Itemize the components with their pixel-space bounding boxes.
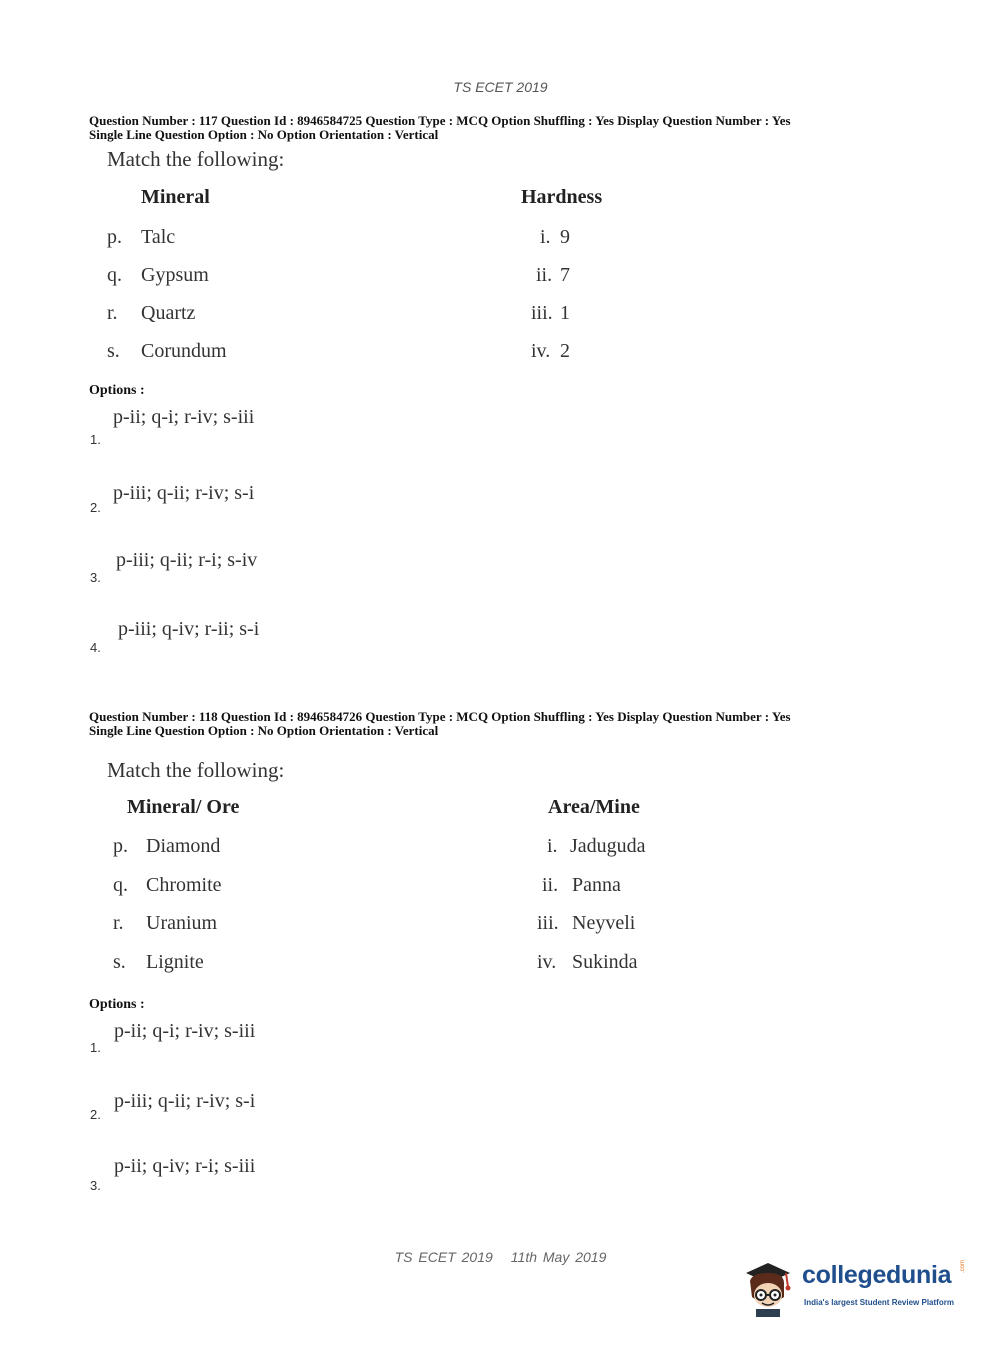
q117-right-item bbox=[536, 264, 570, 287]
item-label: i. bbox=[540, 226, 551, 248]
item-label: r. bbox=[107, 302, 118, 324]
q117-option-1-number: 1. bbox=[90, 432, 101, 447]
q118-left-item bbox=[113, 912, 217, 935]
item-text: Gypsum bbox=[141, 264, 209, 286]
brand-name: collegedunia bbox=[802, 1261, 952, 1289]
item-text: 7 bbox=[560, 264, 570, 286]
item-text: Jaduguda bbox=[570, 835, 646, 857]
q117-meta-line-2: Single Line Question Option : No Option Orientation : Vertical bbox=[89, 127, 439, 142]
item-label: i. bbox=[547, 835, 558, 857]
item-label: p. bbox=[113, 835, 128, 857]
q118-option-1-number: 1. bbox=[90, 1040, 101, 1055]
q117-right-item bbox=[540, 226, 570, 249]
item-text: Quartz bbox=[141, 302, 196, 324]
q117-left-header: Mineral bbox=[141, 186, 210, 208]
q117-left-item bbox=[107, 226, 175, 249]
item-label: r. bbox=[113, 912, 124, 934]
q118-option-2-text[interactable]: p-iii; q-ii; r-iv; s-i bbox=[114, 1090, 256, 1112]
q117-prompt: Match the following: bbox=[107, 147, 285, 171]
q118-option-3-text[interactable]: p-ii; q-iv; r-i; s-iii bbox=[114, 1155, 256, 1177]
q117-option-3-number: 3. bbox=[90, 570, 101, 585]
q117-option-2-number: 2. bbox=[90, 500, 101, 515]
item-text: 2 bbox=[560, 340, 570, 362]
item-label: p. bbox=[107, 226, 122, 248]
q118-right-item bbox=[537, 912, 635, 935]
item-label: s. bbox=[113, 951, 126, 973]
footer-exam: TS ECET 2019 bbox=[394, 1249, 493, 1265]
q118-right-item bbox=[547, 835, 646, 858]
q117-option-3-text[interactable]: p-iii; q-ii; r-i; s-iv bbox=[116, 549, 258, 571]
q117-options-label: Options : bbox=[89, 383, 145, 398]
brand-domain: .com bbox=[960, 1259, 966, 1273]
q118-options-label: Options : bbox=[89, 997, 145, 1012]
q118-option-2-number: 2. bbox=[90, 1107, 101, 1122]
collegedunia-logo[interactable] bbox=[742, 1251, 972, 1321]
q117-right-item bbox=[531, 302, 570, 325]
brand-tagline: India's largest Student Review Platform bbox=[804, 1298, 954, 1307]
q118-right-item bbox=[537, 951, 638, 974]
footer-date: 11th May 2019 bbox=[510, 1249, 607, 1265]
q118-left-item bbox=[113, 874, 222, 897]
q118-left-header: Mineral/ Ore bbox=[127, 796, 240, 818]
q118-right-item bbox=[542, 874, 621, 897]
item-label: iv. bbox=[531, 340, 551, 362]
q118-meta-line-2: Single Line Question Option : No Option Orientation : Vertical bbox=[89, 723, 439, 738]
item-label: iii. bbox=[537, 912, 559, 934]
q117-left-item bbox=[107, 340, 227, 363]
q118-left-item bbox=[113, 951, 204, 974]
q118-meta-line-1: Question Number : 118 Question Id : 8946584726 Question Type : MCQ Option Shuffling : Yes Display Question Number : Yes bbox=[89, 709, 791, 724]
item-text: Talc bbox=[141, 226, 176, 248]
q118-option-3-number: 3. bbox=[90, 1178, 101, 1193]
item-text: 9 bbox=[560, 226, 570, 248]
q117-left-item bbox=[107, 264, 209, 287]
q117-right-item bbox=[531, 340, 570, 363]
item-text: 1 bbox=[560, 302, 570, 324]
item-text: Lignite bbox=[146, 951, 204, 973]
item-text: Panna bbox=[572, 874, 621, 896]
q118-right-header: Area/Mine bbox=[548, 796, 640, 818]
item-label: s. bbox=[107, 340, 120, 362]
item-text: Neyveli bbox=[572, 912, 636, 934]
item-text: Corundum bbox=[141, 340, 227, 362]
item-text: Uranium bbox=[146, 912, 218, 934]
item-label: iv. bbox=[537, 951, 557, 973]
item-text: Diamond bbox=[146, 835, 221, 857]
item-text: Chromite bbox=[146, 874, 222, 896]
q117-option-1-text[interactable]: p-ii; q-i; r-iv; s-iii bbox=[113, 406, 255, 428]
page-header: TS ECET 2019 bbox=[453, 79, 548, 95]
q118-option-1-text[interactable]: p-ii; q-i; r-iv; s-iii bbox=[114, 1020, 256, 1042]
q117-option-4-text[interactable]: p-iii; q-iv; r-ii; s-i bbox=[118, 618, 260, 640]
item-label: q. bbox=[113, 874, 128, 896]
q117-option-4-number: 4. bbox=[90, 640, 101, 655]
q117-meta-line-1: Question Number : 117 Question Id : 8946584725 Question Type : MCQ Option Shuffling : Yes Display Question Number : Yes bbox=[89, 113, 791, 128]
item-label: ii. bbox=[536, 264, 553, 286]
item-label: iii. bbox=[531, 302, 553, 324]
item-text: Sukinda bbox=[572, 951, 638, 973]
q117-option-2-text[interactable]: p-iii; q-ii; r-iv; s-i bbox=[113, 482, 255, 504]
q118-left-item bbox=[113, 835, 220, 858]
q117-right-header: Hardness bbox=[521, 186, 603, 208]
mascot-icon bbox=[742, 1251, 802, 1321]
q117-left-item bbox=[107, 302, 195, 325]
item-label: ii. bbox=[542, 874, 559, 896]
item-label: q. bbox=[107, 264, 122, 286]
q118-prompt: Match the following: bbox=[107, 758, 285, 782]
